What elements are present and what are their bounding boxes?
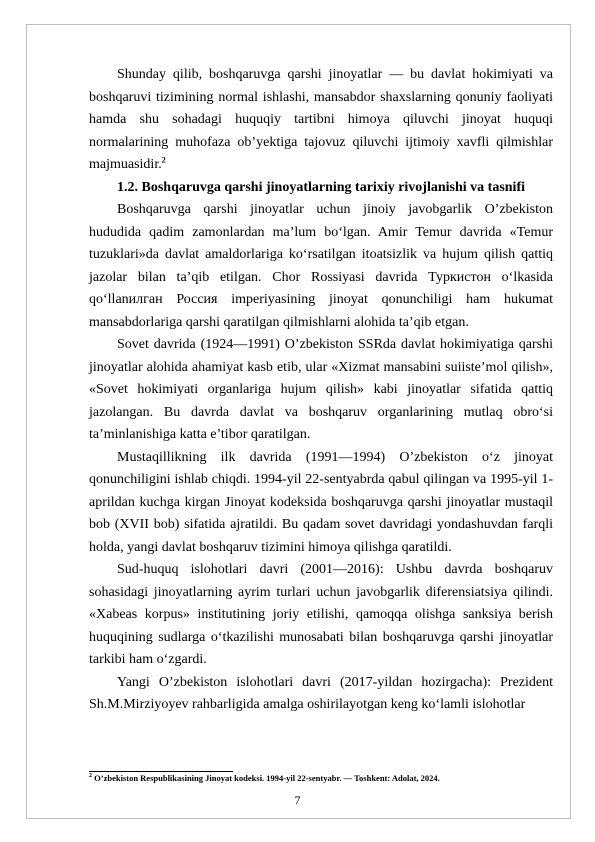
paragraph-judicial-reform: Sud-huquq islohotlari davri (2001—2016): Ushbu davrda boshqaruv sohasidagi jinoyatlarning ayrim turlari uchun javobgarlik diferensiatsiya qilindi. «Xabeas korpus» institutining joriy etilishi, qamoqqa olishga sanksiya berish huquqining sudlarga o‘tkazilishi munosabati bilan boshqaruvga qarshi jinoyatlar tarkibi ham o‘zgardi. — [89, 562, 553, 667]
section-heading: 1.2. Boshqaruvga qarshi jinoyatlarning tarixiy rivojlanishi va tasnifi — [117, 179, 525, 195]
paragraph-definition — [89, 64, 553, 177]
page-body — [89, 64, 553, 717]
footnote — [89, 773, 553, 784]
footnote-reference: 2 — [161, 155, 166, 165]
paragraph-soviet-period: Sovet davrida (1924—1991) O’zbekiston SSRda davlat hokimiyatiga qarshi jinoyatlar alohida ahamiyat kasb etib, ular «Xizmat mansabini suiiste’mol qilish», «Sovet hokimiyati organlariga hujum qilish» kabi jinoyatlar sifatida qattiq jazolangan. Bu davrda davlat va boshqaruv organlarining mutlaq obro‘si ta’minlanishiga katta e’tibor qaratilgan. — [89, 337, 553, 442]
footnote-text: O’zbekiston Respublikasining Jinoyat kodeksi. 1994-yil 22-sentyabr. — Toshkent: Adolat, 2024. — [94, 773, 440, 783]
paragraph-history: Boshqaruvga qarshi jinoyatlar uchun jinoiy javobgarlik O’zbekiston hududida qadim zamonlardan ma’lum bo‘lgan. Amir Temur davrida «Temur tuzuklari»da davlat amaldorlariga ko‘rsatilgan itoatsizlik va hujum qilish qattiq jazolar bilan ta’qib etilgan. Chor Rossiyasi davrida Туркистон o‘lkasida qo‘llanилган Россия imperiyasining jinoyat qonunchiligi ham hukumat mansabdorlariga qarshi qaratilgan qilmishlarni alohida ta’qib etgan. — [89, 202, 553, 330]
paragraph-independence-period: Mustaqillikning ilk davrida (1991—1994) O’zbekiston o‘z jinoyat qonunchiligini ishlab chiqdi. 1994-yil 22-sentyabrda qabul qilingan va 1995-yil 1-aprildan kuchga kirgan Jinoyat kodeksida boshqaruvga qarshi jinoyatlar mustaqil bob (XVII bob) sifatida ajratildi. Bu qadam sovet davridagi yondashuvdan farqli holda, yangi davlat boshqaruv tizimini himoya qilishga qaratildi. — [89, 449, 553, 555]
footnote-marker: 2 — [89, 773, 92, 780]
paragraph-definition-text: Shunday qilib, boshqaruvga qarshi jinoyatlar — bu davlat hokimiyati va boshqaruvi tizimining normal ishlashi, mansabdor shaxslarning qonuniy faoliyati hamda shu sohadagi huquqiy tartibni himoya qiluvchi jinoyat huquqi normalarining muhofaza ob’yektiga tajovuz qiluvchi ijtimoiy xavfli qilmishlar majmuasidir. — [89, 67, 553, 172]
footnote-separator — [89, 771, 233, 772]
paragraph-new-uzbekistan: Yangi O’zbekiston islohotlari davri (2017-yildan hozirgacha): Prezident Sh.M.Mirziyoyev rahbarligida amalga oshirilayotgan keng ko‘lamli islohotlar — [89, 674, 553, 712]
page-number: 7 — [294, 793, 301, 807]
